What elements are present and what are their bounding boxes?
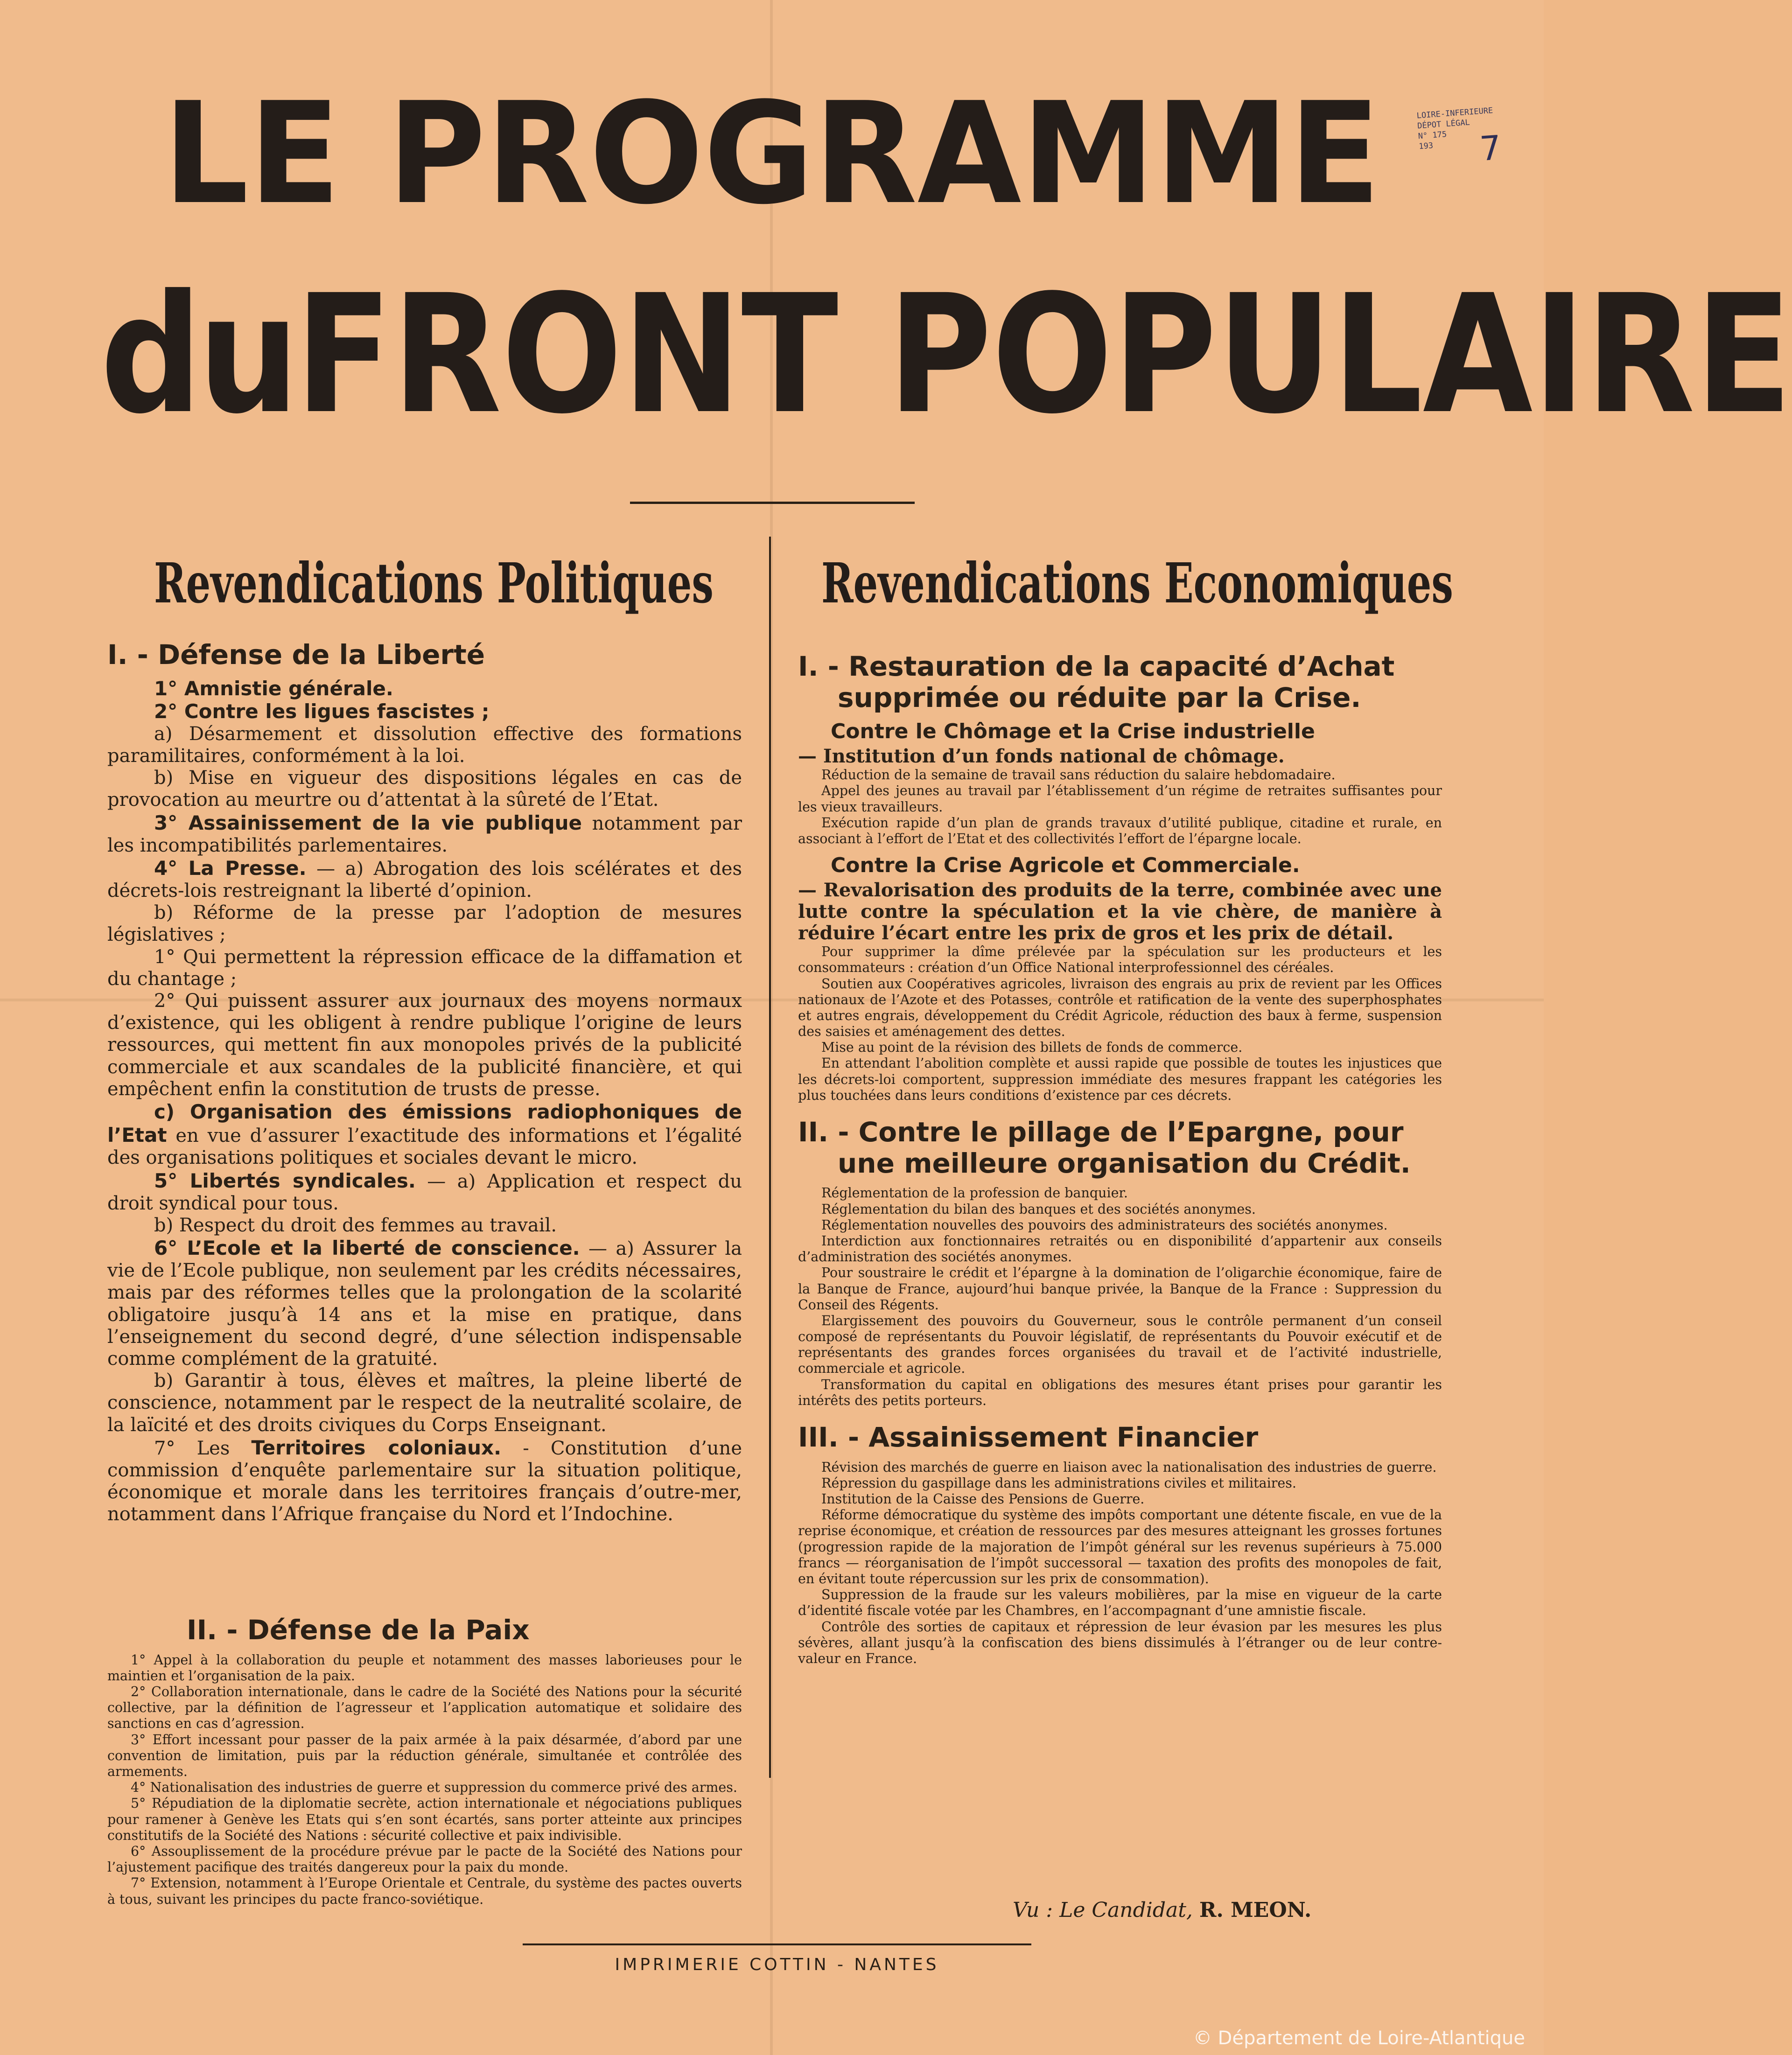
subhead-text: — Revalorisation des produits de la terre, combinée avec une lutte contre la spéculation et la vie chère, de manière à réduire l’écart entre les prix de gros et les prix de détail.: [798, 879, 1442, 944]
spacer: [798, 1104, 1442, 1117]
title-line-1: LE PROGRAMME: [163, 72, 1381, 235]
economic-item: Répression du gaspillage dans les administrations civiles et militaires.: [821, 1475, 1296, 1491]
item-fascist-leagues: 2° Contre les ligues fascistes ;: [154, 700, 490, 723]
economic-item: Suppression de la fraude sur les valeurs mobilières, par la mise en vigueur de la carte d’identité fiscale votée par les Chambres, en l’accompagnant d’une amnistie fiscale.: [798, 1587, 1442, 1619]
item-amnesty: 1° Amnistie générale.: [154, 677, 393, 700]
item-text: 2° Qui puissent assurer aux journaux des moyens normaux d’existence, qui les obligent à rendre publique l’origine de leurs ressources, qui mettent fin aux monopoles privés de la publicité commerciale et aux scandales de la publicité financière, et qui empêchent enfin la constitution de trusts de presse.: [107, 990, 742, 1100]
candidate-signature: [1013, 1898, 1311, 1922]
peace-item: 7° Extension, notamment à l’Europe Orientale et Centrale, du système des pactes ouverts à tous, suivant les principes du pacte franco-soviétique.: [107, 1875, 742, 1907]
economic-item: Réforme démocratique du système des impôts comportant une détente fiscale, en vue de la reprise économique, et création de ressources par des mesures atteignant les grosses fortunes (progression rapide de la majoration de l’impôt général sur les revenus supérieurs à 75.000 francs — réorganisation de l’impôt successoral — taxation des profits des monopoles de fait, en évitant toute répercussion sur les prix de consommation).: [798, 1507, 1442, 1587]
economic-item: Réduction de la semaine de travail sans réduction du salaire hebdomadaire.: [821, 767, 1336, 783]
economic-item: Appel des jeunes au travail par l’établissement d’un régime de retraites suffisantes pour les vieux travailleurs.: [798, 783, 1442, 815]
item-radio: [107, 1100, 742, 1169]
stamp-line: 193: [1418, 141, 1434, 152]
item-label: 6° L’Ecole et la liberté de conscience.: [154, 1237, 580, 1260]
economic-column: [798, 651, 1442, 1667]
economic-item: Exécution rapide d’un plan de grands travaux d’utilité publique, citadine et rurale, en associant à l’effort de l’Etat et des collectivités l’effort de l’épargne locale.: [798, 815, 1442, 847]
economic-item: Elargissement des pouvoirs du Gouverneur, sous le contrôle permanent d’un conseil composé de représentants du Pouvoir législatif, de représentants du Pouvoir exécutif et de représentants des grandes forces organisées du travail et de l’activité industrielle, commerciale et agricole.: [798, 1313, 1442, 1377]
title-front-populaire: FRONT POPULAIRE: [295, 259, 1792, 450]
economic-item: Réglementation du bilan des banques et des sociétés anonymes.: [821, 1201, 1256, 1217]
item-text: — a) Abrogation des lois scélérates et des décrets-lois restreignant la liberté d’opinion.: [107, 858, 742, 902]
heading-political-demands: Revendications Politiques: [154, 551, 714, 615]
section-liberty-title: I. - Défense de la Liberté: [107, 639, 485, 671]
peace-item: 4° Nationalisation des industries de guerre et suppression du commerce privé des armes.: [131, 1780, 737, 1796]
item-text: b) Mise en vigueur des dispositions légales en cas de provocation au meurtre ou d’attentat à la sûreté de l’Etat.: [107, 767, 742, 811]
subhead-text: — Institution d’un fonds national de chômage.: [798, 745, 1285, 768]
item-text: b) Réforme de la presse par l’adoption de mesures législatives ;: [107, 902, 742, 946]
item-text: — a) Assurer la vie de l’Ecole publique, non seulement par les crédits nécessaires, mais par des réformes telles que la prolongation de la scolarité obligatoire jusqu’à 14 ans et la mise en pratique, dans l’enseignement du second degré, d’une sélection indispensable comme complément de la gratuité.: [107, 1238, 742, 1370]
economic-item: En attendant l’abolition complète et aussi rapide que possible de toutes les injustices que les décrets-loi comportent, suppression immédiate des mesures frappant les catégories les plus touchées dans leurs conditions d’existence par ces décrets.: [798, 1055, 1442, 1103]
item-label: 5° Libertés syndicales.: [154, 1169, 416, 1192]
item-text: 7° Les: [154, 1437, 252, 1459]
item-text: a) Désarmement et dissolution effective des formations paramilitaires, conformément à la loi.: [107, 723, 742, 767]
peace-item: 2° Collaboration internationale, dans le cadre de la Société des Nations pour la sécurité collective, par la définition de l’agresseur et l’application automatique et solidaire des sanctions en cas d’agression.: [107, 1684, 742, 1732]
stamp-line: N° 175: [1418, 130, 1447, 141]
subhead-unemployment: Contre le Chômage et la Crise industrielle: [831, 720, 1315, 744]
signature-prefix: Vu : Le Candidat,: [1013, 1898, 1199, 1922]
economic-item: Pour supprimer la dîme prélevée par la spéculation sur les producteurs et les consommateurs : création d’un Office National interprofessionnel des céréales.: [798, 944, 1442, 976]
column-divider: [769, 537, 771, 1778]
section-savings-title: II. - Contre le pillage de l’Epargne, pour une meilleure organisation du Crédit.: [798, 1116, 1411, 1179]
economic-item: Soutien aux Coopératives agricoles, livraison des engrais au prix de revient par les Offices nationaux de l’Azote et des Potasses, contrôle et ratification de la vente des superphosphates et autres engrais, développement du Crédit Agricole, réduction des baux à ferme, suspension des saisies et aménagement des dettes.: [798, 976, 1442, 1040]
economic-item: Mise au point de la révision des billets de fonds de commerce.: [821, 1040, 1243, 1055]
economic-item: Contrôle des sorties de capitaux et répression de leur évasion par les mesures les plus sévères, allant jusqu’à la confiscation des biens dissimulés à l’étranger ou de leur contre-valeur en France.: [798, 1619, 1442, 1666]
item-text: notamment par les incompatibilités parlementaires.: [107, 812, 742, 856]
economic-item: Pour soustraire le crédit et l’épargne à la domination de l’oligarchie économique, faire de la Banque de France, aujourd’hui banque privée, la Banque de la France : Suppression du Conseil des Régents.: [798, 1265, 1442, 1313]
economic-item: Révision des marchés de guerre en liaison avec la nationalisation des industries de guerre.: [821, 1459, 1437, 1475]
item-text: — a) Application et respect du droit syndical pour tous.: [107, 1170, 742, 1214]
item-text: en vue d’assurer l’exactitude des informations et l’égalité des organisations politiques et sociales devant le micro.: [107, 1125, 742, 1169]
item-label: c) Organisation des émissions radiophoniques de l’Etat: [107, 1100, 742, 1147]
item-label: 3° Assainissement de la vie publique: [154, 811, 582, 834]
subhead-agricultural: Contre la Crise Agricole et Commerciale.: [831, 853, 1300, 878]
peace-item: 1° Appel à la collaboration du peuple et notamment des masses laborieuses pour le maintien et l’organisation de la paix.: [107, 1652, 742, 1684]
item-text: b) Respect du droit des femmes au travail.: [154, 1214, 557, 1236]
peace-section: [107, 1615, 742, 1908]
item-unions: [107, 1169, 742, 1215]
item-text: - Constitution d’une commission d’enquête parlementaire sur la situation politique, économique et morale dans les territoires français d’outre-mer, notamment dans l’Afrique française du Nord et l’Indochine.: [107, 1437, 742, 1525]
peace-item: 5° Répudiation de la diplomatie secrète, action internationale et négociations publiques pour ramener à Genève les Etats qui s’en sont écartés, sans porter atteinte aux principes constitutifs de la Société des Nations : sécurité collective et paix indivisible.: [107, 1796, 742, 1843]
title-du: du: [100, 259, 295, 450]
section-purchasing-power-title: I. - Restauration de la capacité d’Achat supprimée ou réduite par la Crise.: [798, 650, 1395, 713]
section-peace-title: II. - Défense de la Paix: [187, 1614, 530, 1646]
section-finance-title: III. - Assainissement Financier: [798, 1421, 1259, 1453]
economic-item: Interdiction aux fonctionnaires retraités ou en disponibilité d’appartenir aux conseils d’administration des sociétés anonymes.: [798, 1233, 1442, 1265]
item-text: 1° Qui permettent la répression efficace de la diffamation et du chantage ;: [107, 946, 742, 990]
item-label: 4° La Presse.: [154, 856, 307, 880]
spacer: [798, 1409, 1442, 1422]
item-press: [107, 857, 742, 902]
heading-economic-demands: Revendications Economiques: [821, 551, 1453, 615]
peace-item: 3° Effort incessant pour passer de la paix armée à la paix désarmée, d’abord par une convention de limitation, puis par la réduction générale, simultanée et contrôlée des armements.: [107, 1732, 742, 1779]
item-text: b) Garantir à tous, élèves et maîtres, la pleine liberté de conscience, notamment par le respect de la neutralité scolaire, de la laïcité et des droits civiques du Corps Enseignant.: [107, 1370, 742, 1436]
economic-item: Réglementation de la profession de banquier.: [821, 1185, 1128, 1201]
stamp-line: LOIRE-INFERIEURE: [1416, 106, 1493, 121]
economic-item: Réglementation nouvelles des pouvoirs des administrateurs des sociétés anonymes.: [821, 1217, 1388, 1233]
item-label: Territoires coloniaux.: [251, 1436, 502, 1459]
item-public-life: [107, 811, 742, 857]
title-line-2: [100, 259, 1792, 450]
item-colonies: [107, 1436, 742, 1526]
title-rule: [630, 502, 915, 504]
archive-credit: © Département de Loire-Atlantique: [1193, 2027, 1525, 2049]
candidate-name: R. MEON.: [1199, 1898, 1312, 1922]
stamp-handwritten-number: 7: [1478, 128, 1503, 169]
stamp-line: DÉPOT LÉGAL: [1417, 118, 1470, 131]
item-school: [107, 1237, 742, 1370]
economic-item: Institution de la Caisse des Pensions de Guerre.: [821, 1491, 1145, 1507]
printer-imprint: IMPRIMERIE COTTIN - NANTES: [615, 1955, 939, 1974]
political-column: [107, 639, 742, 1526]
peace-item: 6° Assouplissement de la procédure prévue par le pacte de la Société des Nations pour l’ajustement pacifique des traités dangereux pour la paix du monde.: [107, 1843, 742, 1875]
printer-rule: [523, 1943, 1031, 1945]
economic-item: Transformation du capital en obligations des mesures étant prises pour garantir les intérêts des petits porteurs.: [798, 1377, 1442, 1408]
